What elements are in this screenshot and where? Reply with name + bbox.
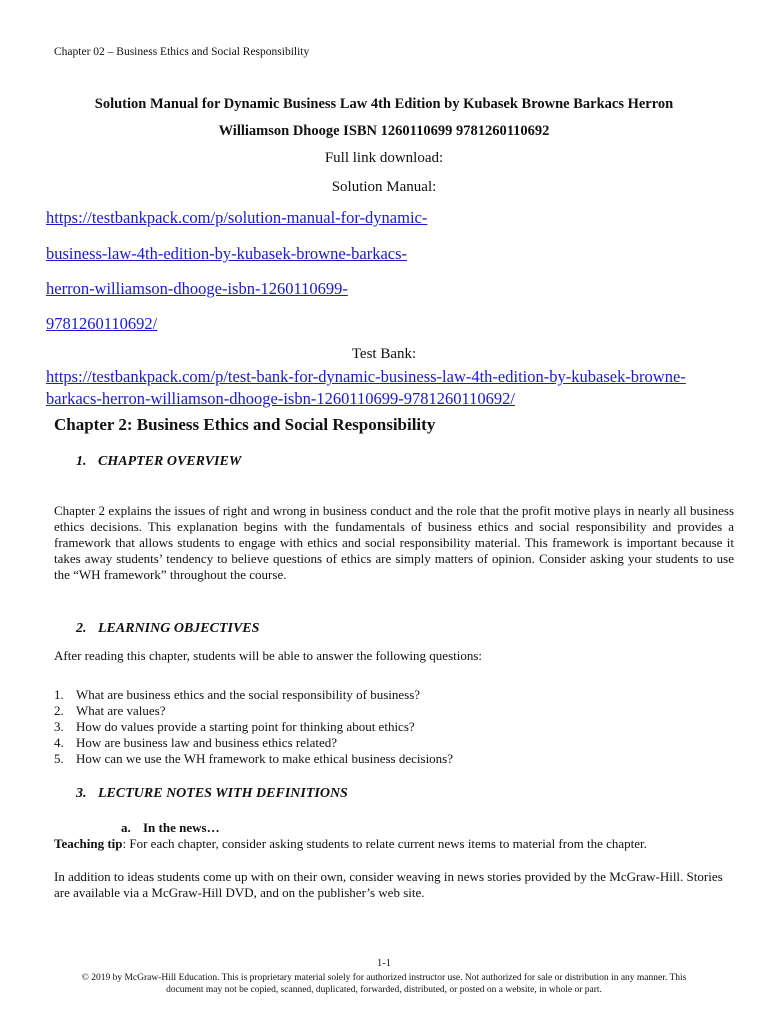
section-heading-lecture <box>76 786 348 802</box>
teaching-tip-label: Teaching tip <box>54 836 123 851</box>
section-title: LEARNING OBJECTIVES <box>98 621 260 636</box>
list-item: 3. How do values provide a starting point for thinking about ethics? <box>54 719 415 734</box>
section-number: 2. <box>76 621 87 636</box>
subsection-heading: a. In the news… <box>121 820 220 835</box>
solution-manual-link-line-3[interactable]: herron-williamson-dhooge-isbn-1260110699- <box>46 279 348 298</box>
list-item: 5. How can we use the WH framework to make ethical business decisions? <box>54 751 454 766</box>
chapter-heading: Chapter 2: Business Ethics and Social Responsibility <box>54 415 436 434</box>
section-number: 1. <box>76 454 87 469</box>
objectives-list <box>54 687 453 767</box>
section-title: CHAPTER OVERVIEW <box>98 454 242 469</box>
list-item: 1. What are business ethics and the social responsibility of business? <box>54 687 421 702</box>
objectives-intro: After reading this chapter, students will be able to answer the following questions: <box>54 648 483 663</box>
teaching-tip <box>54 836 734 852</box>
list-item: 4. How are business law and business ethics related? <box>54 735 338 750</box>
solution-manual-link-line-2[interactable]: business-law-4th-edition-by-kubasek-browne-barkacs- <box>46 244 408 263</box>
copyright-notice: © 2019 by McGraw-Hill Education. This is proprietary material solely for authorized instructor use. Not authorized for sale or distribution in any manner. This document may not be copied, scanned, duplicated, forwarded, distributed, or posted on a website, in whole or part. <box>81 973 687 995</box>
section-title: LECTURE NOTES WITH DEFINITIONS <box>98 786 348 801</box>
page-number: 1-1 <box>377 958 391 969</box>
overview-paragraph: Chapter 2 explains the issues of right and wrong in business conduct and the role that the profit motive plays in nearly all business ethics decisions. This explanation begins with the fundamentals of business ethics and social responsibility and provides a framework that allows students to engage with ethics and social responsibility material. This framework is important because it takes away students’ tendency to believe questions of ethics are simply matters of opinion. Consider asking your students to use the “WH framework” throughout the course. <box>54 503 734 582</box>
section-heading-objectives <box>76 621 259 637</box>
running-header: Chapter 02 – Business Ethics and Social Responsibility <box>54 46 310 58</box>
list-item: 2. What are values? <box>54 703 166 718</box>
solution-manual-link-line-1[interactable]: https://testbankpack.com/p/solution-manual-for-dynamic- <box>46 208 428 227</box>
full-link-label: Full link download: <box>324 150 444 166</box>
test-bank-link-line-2[interactable]: barkacs-herron-williamson-dhooge-isbn-1260110699-9781260110692/ <box>46 389 515 408</box>
test-bank-link-line-1[interactable]: https://testbankpack.com/p/test-bank-for-dynamic-business-law-4th-edition-by-kubasek-browne- <box>46 367 686 386</box>
section-number: 3. <box>76 786 87 801</box>
test-bank-label: Test Bank: <box>351 346 417 362</box>
lecture-paragraph: In addition to ideas students come up with on their own, consider weaving in news stories provided by the McGraw-Hill. Stories are available via a McGraw-Hill DVD, and on the publisher’s web site. <box>54 869 723 900</box>
section-heading-overview <box>76 454 241 470</box>
teaching-tip-text: : For each chapter, consider asking students to relate current news items to material from the chapter. <box>122 836 647 851</box>
solution-manual-link-line-4[interactable]: 9781260110692/ <box>46 314 158 333</box>
title-line-2: Williamson Dhooge ISBN 1260110699 9781260110692 <box>218 123 550 139</box>
solution-manual-label: Solution Manual: <box>331 179 437 195</box>
title-line-1: Solution Manual for Dynamic Business Law 4th Edition by Kubasek Browne Barkacs Herron <box>94 96 674 112</box>
